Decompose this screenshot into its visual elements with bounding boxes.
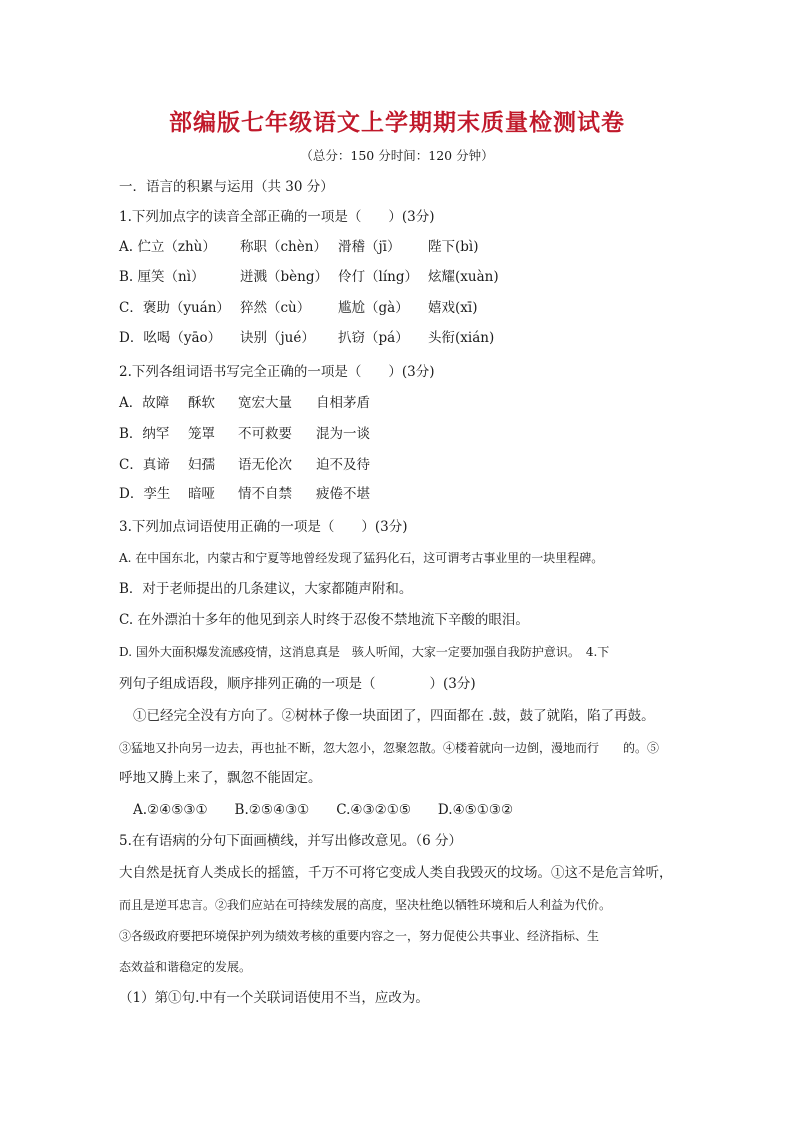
q5-passage-line-1: 大自然是抚育人类成长的摇篮，千万不可将它变成人类自我毁灭的坟场。①这不是危言耸听， bbox=[119, 865, 673, 881]
q1-option-d2: 诀别（jué） bbox=[240, 330, 315, 346]
question-2-stem: 2.下列各组词语书写完全正确的一项是（ ）(3分) bbox=[119, 364, 435, 380]
q2-option-c4: 迫不及待 bbox=[316, 457, 370, 473]
q5-passage-line-3: ③各级政府要把环境保护列为绩效考核的重要内容之一，努力促使公共事业、经济指标、生 bbox=[119, 929, 600, 943]
q1-option-c3: 尴尬（gà） bbox=[338, 300, 409, 316]
q1-option-b3: 伶仃（líng） bbox=[338, 269, 418, 285]
q1-option-d1: D．吆喝（yāo） bbox=[119, 330, 222, 346]
q2-option-c2: 妇孺 bbox=[188, 457, 215, 473]
q1-option-a4: 陛下(bì) bbox=[428, 239, 479, 255]
q2-option-d1: D．孪生 bbox=[119, 486, 171, 502]
q1-option-a3: 滑稽（jī） bbox=[338, 239, 401, 255]
q2-option-b2: 笼罩 bbox=[188, 426, 215, 442]
q2-option-b4: 混为一谈 bbox=[316, 426, 370, 442]
q2-option-d4: 疲倦不堪 bbox=[316, 486, 370, 502]
q4-options: A.②④⑤③① B.②⑤④③① C.④③②①⑤ D.④⑤①③② bbox=[133, 802, 514, 818]
question-3-stem: 3.下列加点词语使用正确的一项是（ ）(3分) bbox=[119, 519, 408, 535]
q5-passage-line-2: 而且是逆耳忠言。②我们应站在可持续发展的高度，坚决杜绝以牺牲环境和后人利益为代价。 bbox=[119, 898, 612, 912]
q1-option-b1: B. 厘笑（nì） bbox=[119, 269, 205, 285]
q1-option-a1: A. 伫立（zhù） bbox=[119, 239, 216, 255]
q4-passage-line-1: ①已经完全没有方向了。②树林子像一块面团了，四面都在 .鼓，鼓了就陷，陷了再鼓。 bbox=[133, 708, 655, 724]
q2-option-a1: A．故障 bbox=[119, 395, 170, 411]
page-title: 部编版七年级语文上学期期末质量检测试卷 bbox=[169, 110, 625, 136]
q2-option-a3: 宽宏大量 bbox=[238, 395, 292, 411]
q5-passage-line-4: 态效益和谐稳定的发展。 bbox=[119, 960, 252, 974]
q1-option-c1: C．褒助（yuán） bbox=[119, 300, 230, 316]
q4-passage-line-3: 呼地又腾上来了，飘忽不能固定。 bbox=[119, 770, 322, 786]
q2-option-a4: 自相茅盾 bbox=[316, 395, 370, 411]
q2-option-d2: 暗哑 bbox=[188, 486, 215, 502]
q2-option-a2: 酥软 bbox=[188, 395, 215, 411]
q2-option-c1: C．真谛 bbox=[119, 457, 170, 473]
q2-option-b1: B．纳罕 bbox=[119, 426, 170, 442]
q4-passage-line-2: ③猛地又扑向另一边去，再也扯不断，忽大忽小，忽聚忽散。④楼着就向一边倒，漫地而行 的。⑤ bbox=[119, 741, 660, 755]
q1-option-d4: 头衔(xián) bbox=[428, 330, 495, 346]
exam-info: （总分：150 分时间：120 分钟） bbox=[300, 148, 494, 163]
question-5-stem: 5.在有语病的分句下面画横线，并写出修改意见。（6 分） bbox=[119, 833, 463, 849]
q2-option-d3: 情不自禁 bbox=[238, 486, 292, 502]
section-heading: 一．语言的积累与运用（共 30 分） bbox=[119, 179, 334, 195]
q3-option-c: C. 在外漂泊十多年的他见到亲人时终于忍俊不禁地流下辛酸的眼泪。 bbox=[119, 612, 529, 628]
q2-option-c3: 语无伦次 bbox=[238, 457, 292, 473]
q2-option-b3: 不可救要 bbox=[238, 426, 292, 442]
question-4-stem: 列句子组成语段，顺序排列正确的一项是（ ）(3分) bbox=[119, 676, 476, 692]
q1-option-a2: 称职（chèn） bbox=[240, 239, 327, 255]
q1-option-c2: 猝然（cù） bbox=[240, 300, 311, 316]
q5-subquestion-1: （1）第①句.中有一个关联词语使用不当，应改为。 bbox=[119, 990, 429, 1006]
q3-option-a: A. 在中国东北，内蒙古和宁夏等地曾经发现了猛犸化石，这可谓考古事业里的一块里程碑。 bbox=[119, 551, 604, 565]
q1-option-c4: 嬉戏(xī) bbox=[428, 300, 478, 316]
question-1-stem: 1.下列加点字的读音全部正确的一项是（ ）(3分) bbox=[119, 209, 435, 225]
q1-option-d3: 扒窃（pá） bbox=[338, 330, 409, 346]
q3-option-b: B．对于老师提出的几条建议，大家都随声附和。 bbox=[119, 581, 413, 597]
q1-option-b2: 迸溅（bèng） bbox=[240, 269, 328, 285]
q3-option-d: D. 国外大面积爆发流感疫情，这消息真是 骇人听闻，大家一定要加强自我防护意识。 4.下 bbox=[119, 645, 610, 659]
q1-option-b4: 炫耀(xuàn) bbox=[428, 269, 499, 285]
